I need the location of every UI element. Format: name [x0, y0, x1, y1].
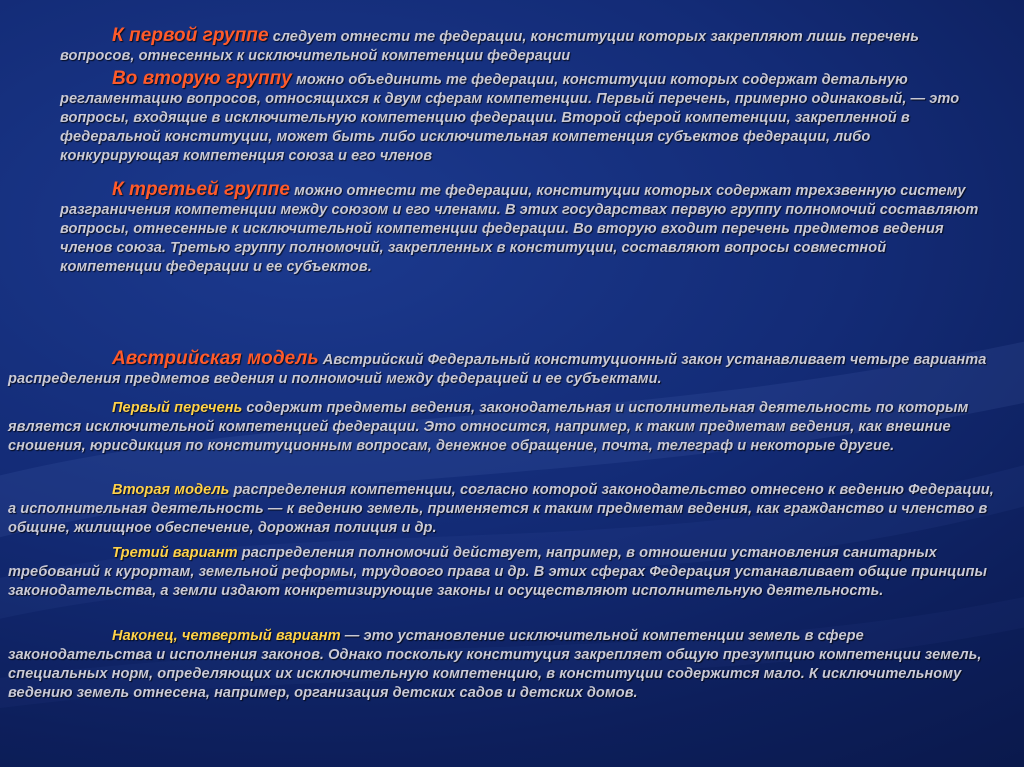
group2-text: можно объединить те федерации, конституции которых содержат детальную регламентацию вопросов, относящихся к двум сферам компетенции. Первый перечень, примерно одинаковый, — это вопросы, входящие в исключительную компетенцию федерации. Второй сферой компетенции, закрепленной в федеральной конституции, может быть либо исключительная компетенция субъектов федерации, либо конкурирующая компетенция союза и его членов: [60, 72, 960, 164]
paragraph-second-model: [8, 481, 998, 538]
paragraph-first-list: [8, 399, 998, 456]
austrian-text: Австрийский Федеральный конституционный закон устанавливает четыре варианта распределения предметов ведения и полномочий между федерацией и ее субъектами.: [8, 352, 987, 387]
third-variant-lead: Третий вариант: [112, 545, 238, 561]
group1-lead: К первой группе: [112, 25, 269, 46]
group3-text: можно отнести те федерации, конституции которых содержат трехзвенную систему разграничения компетенции между союзом и его членами. В этих государствах первую группу полномочий составляют вопросы, отнесенные к исключительной компетенции федерации. Во вторую входит перечень предметов ведения членов союза. Третью группу полномочий, закрепленных в конституции, составляют вопросы совместной компетенции федерации и ее субъектов.: [60, 183, 979, 275]
third-variant-text: распределения полномочий действует, например, в отношении установления санитарных требований к курортам, земельной реформы, трудового права и др. В этих сферах Федерация устанавливает общие принципы законодательства, а земли издают конкретизирующие законы и осуществляют исполнительную деятельность.: [8, 545, 987, 599]
austrian-lead: Австрийская модель: [112, 348, 319, 369]
first-list-lead: Первый перечень: [112, 400, 243, 416]
fourth-variant-lead: Наконец, четвертый вариант: [112, 628, 341, 644]
group3-lead: К третьей группе: [112, 179, 291, 200]
paragraph-group3: [60, 180, 990, 277]
second-model-lead: Вторая модель: [112, 482, 230, 498]
paragraph-third-variant: [8, 544, 998, 601]
second-model-text: распределения компетенции, согласно которой законодательство отнесено к ведению Федерации, а исполнительная деятельность — к ведению земель, применяется к таким предметам ведения, как гражданство и членство в общине, жилищное обеспечение, дорожная полиция и др.: [8, 482, 994, 536]
paragraph-fourth-variant: [8, 627, 998, 703]
paragraph-austrian-model: [8, 349, 998, 389]
group2-lead: Во вторую группу: [112, 68, 292, 89]
group1-text: следует отнести те федерации, конституции которых закрепляют лишь перечень вопросов, отнесенных к исключительной компетенции федерации: [60, 29, 919, 64]
fourth-variant-text: — это установление исключительной компетенции земель в сфере законодательства и исполнения законов. Однако поскольку конституция закрепляет общую презумпцию компетенции земель, специальных норм, определяющих их исключительную компетенцию, в конституции содержится мало. К исключительному ведению земель отнесена, например, организация детских садов и детских домов.: [8, 628, 982, 701]
paragraph-group2: [60, 69, 990, 166]
first-list-text: содержит предметы ведения, законодательная и исполнительная деятельность по которым является исключительной компетенцией федерации. Это относится, например, к таким предметам ведения, как внешние сношения, юрисдикция по конституционным вопросам, денежное обращение, почта, телеграф и некоторые другие.: [8, 400, 969, 454]
paragraph-group1: [60, 26, 990, 66]
